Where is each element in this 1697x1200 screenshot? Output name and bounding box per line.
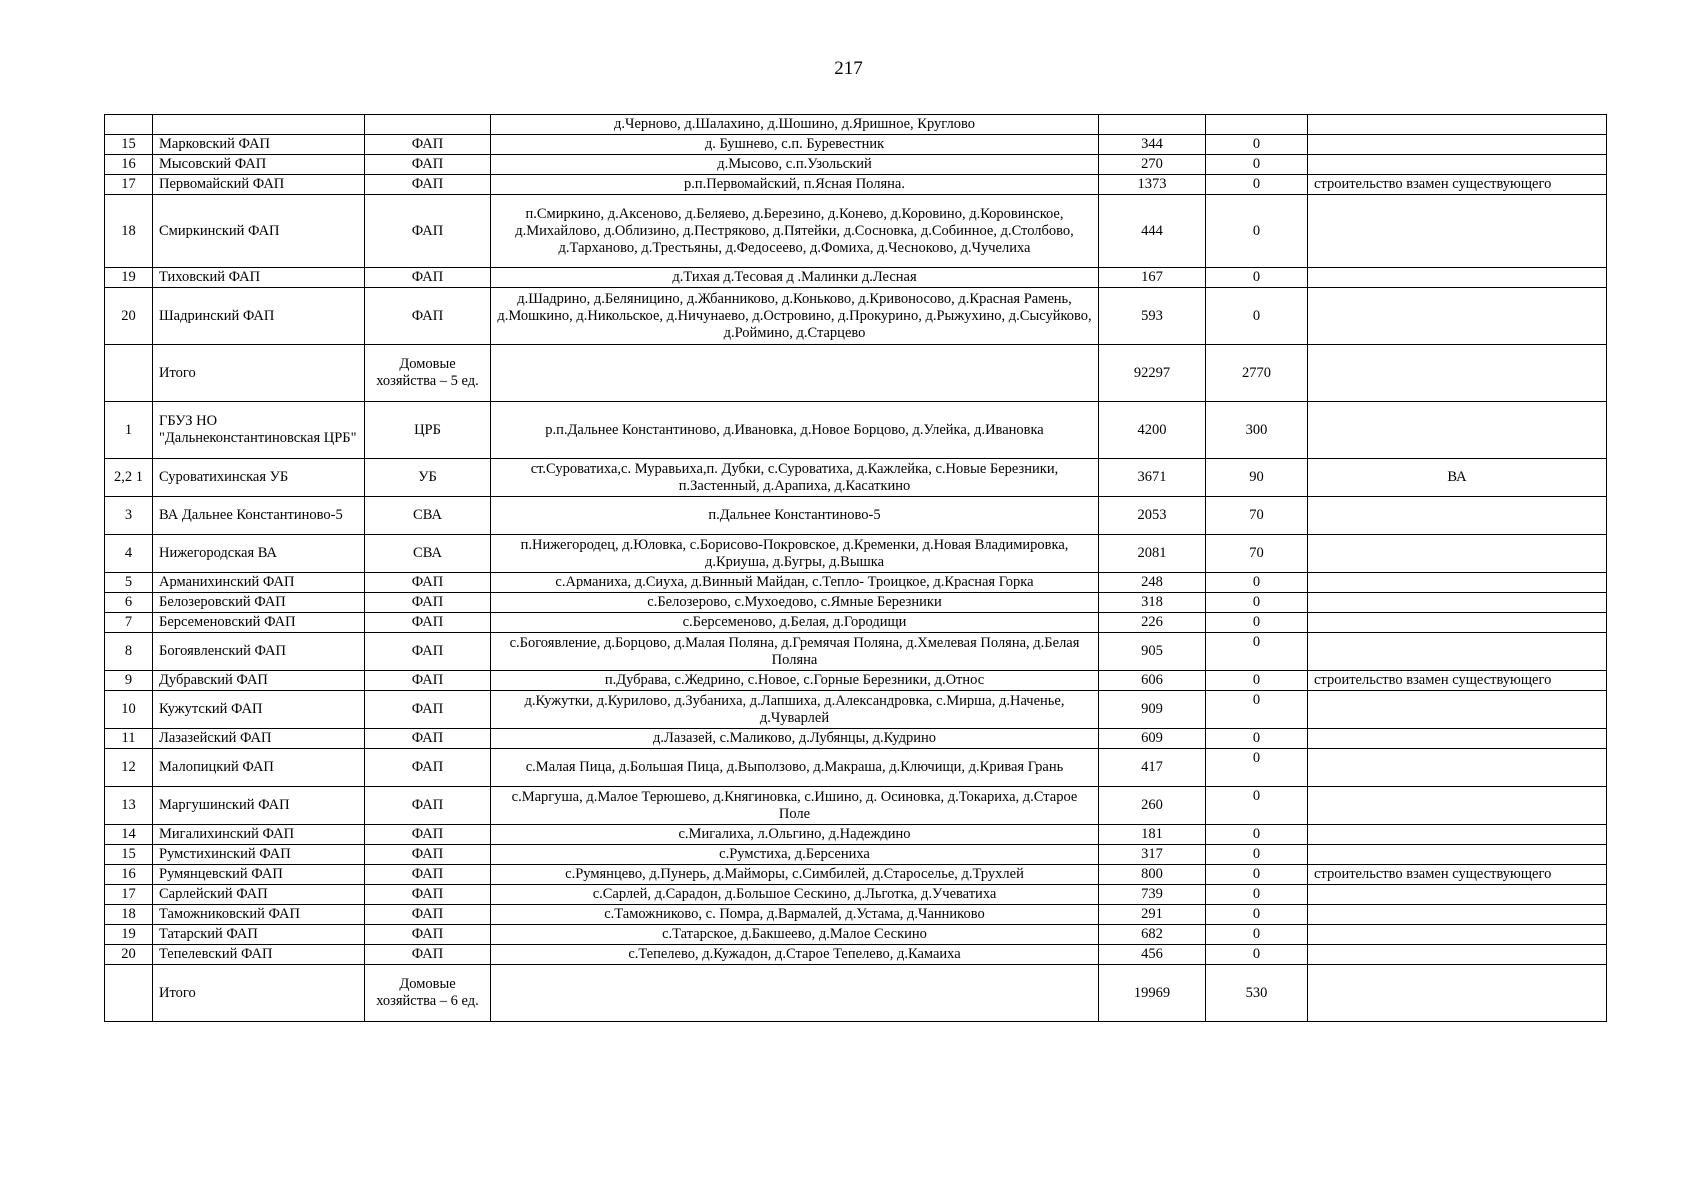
beds: 0	[1206, 691, 1308, 729]
table-row	[105, 175, 1607, 195]
table-row	[105, 497, 1607, 535]
population: 2081	[1099, 535, 1206, 573]
beds: 0	[1206, 633, 1308, 671]
table-row	[105, 633, 1607, 671]
facility-name: Нижегородская ВА	[153, 535, 365, 573]
note	[1308, 345, 1607, 402]
note	[1308, 288, 1607, 345]
beds: 300	[1206, 402, 1308, 459]
row-number	[105, 115, 153, 135]
population	[1099, 115, 1206, 135]
service-area: с.Татарское, д.Бакшеево, д.Малое Сескино	[491, 925, 1099, 945]
facility-name: Суроватихинская УБ	[153, 459, 365, 497]
facility-type: ФАП	[365, 593, 491, 613]
service-area: с.Белозерово, с.Мухоедово, с.Ямные Березники	[491, 593, 1099, 613]
facility-name: Румстихинский ФАП	[153, 845, 365, 865]
row-number: 17	[105, 175, 153, 195]
population: 593	[1099, 288, 1206, 345]
note	[1308, 402, 1607, 459]
facility-name	[153, 115, 365, 135]
table-body	[105, 115, 1607, 1022]
facility-type: ФАП	[365, 885, 491, 905]
service-area: п.Дубрава, с.Жедрино, с.Новое, с.Горные Березники, д.Относ	[491, 671, 1099, 691]
population: 3671	[1099, 459, 1206, 497]
row-number: 18	[105, 905, 153, 925]
row-number	[105, 965, 153, 1022]
facility-name: Берсеменовский ФАП	[153, 613, 365, 633]
note	[1308, 613, 1607, 633]
population: 2053	[1099, 497, 1206, 535]
population-total: 92297	[1099, 345, 1206, 402]
population: 909	[1099, 691, 1206, 729]
facility-type: ФАП	[365, 729, 491, 749]
facility-name: Богоявленский ФАП	[153, 633, 365, 671]
population: 181	[1099, 825, 1206, 845]
beds: 0	[1206, 268, 1308, 288]
facility-name: Таможниковский ФАП	[153, 905, 365, 925]
row-number: 18	[105, 195, 153, 268]
facility-type: ФАП	[365, 135, 491, 155]
table-row	[105, 925, 1607, 945]
population: 317	[1099, 845, 1206, 865]
facility-name: Арманихинский ФАП	[153, 573, 365, 593]
facility-type: ФАП	[365, 288, 491, 345]
population: 417	[1099, 749, 1206, 787]
facility-name: Мысовский ФАП	[153, 155, 365, 175]
row-number: 12	[105, 749, 153, 787]
facility-name: Смиркинский ФАП	[153, 195, 365, 268]
table-row	[105, 749, 1607, 787]
beds: 0	[1206, 729, 1308, 749]
facility-name: Кужутский ФАП	[153, 691, 365, 729]
table-row	[105, 573, 1607, 593]
note	[1308, 749, 1607, 787]
service-area: д.Кужутки, д.Курилово, д.Зубаниха, д.Лапшиха, д.Александровка, с.Мирша, д.Наченье, д.Чуварлей	[491, 691, 1099, 729]
population: 270	[1099, 155, 1206, 175]
population: 248	[1099, 573, 1206, 593]
note	[1308, 729, 1607, 749]
beds: 0	[1206, 787, 1308, 825]
table-row	[105, 613, 1607, 633]
note: ВА	[1308, 459, 1607, 497]
population: 456	[1099, 945, 1206, 965]
note	[1308, 965, 1607, 1022]
row-number: 1	[105, 402, 153, 459]
beds: 0	[1206, 593, 1308, 613]
facility-type: ФАП	[365, 905, 491, 925]
facility-name: Маргушинский ФАП	[153, 787, 365, 825]
service-area	[491, 965, 1099, 1022]
note	[1308, 535, 1607, 573]
row-number: 15	[105, 135, 153, 155]
beds: 0	[1206, 671, 1308, 691]
facility-name: ВА Дальнее Константиново-5	[153, 497, 365, 535]
facility-name: Марковский ФАП	[153, 135, 365, 155]
subtotal-row	[105, 965, 1607, 1022]
facility-type: ФАП	[365, 845, 491, 865]
service-area: р.п.Дальнее Константиново, д.Ивановка, д.Новое Борцово, д.Улейка, д.Ивановка	[491, 402, 1099, 459]
beds: 0	[1206, 195, 1308, 268]
service-area: п.Дальнее Константиново-5	[491, 497, 1099, 535]
service-area: с.Сарлей, д.Сарадон, д.Большое Сескино, д.Льготка, д.Учеватиха	[491, 885, 1099, 905]
table-row	[105, 845, 1607, 865]
service-area: с.Таможниково, с. Помра, д.Вармалей, д.Устама, д.Чанниково	[491, 905, 1099, 925]
facility-name: ГБУЗ НО "Дальнеконстантиновская ЦРБ"	[153, 402, 365, 459]
row-number: 14	[105, 825, 153, 845]
table-row	[105, 135, 1607, 155]
facility-type: ФАП	[365, 633, 491, 671]
note	[1308, 633, 1607, 671]
table-row	[105, 402, 1607, 459]
population: 444	[1099, 195, 1206, 268]
table-row	[105, 945, 1607, 965]
population: 1373	[1099, 175, 1206, 195]
table-row	[105, 155, 1607, 175]
row-number	[105, 345, 153, 402]
service-area: д.Лазазей, с.Маликово, д.Лубянцы, д.Кудрино	[491, 729, 1099, 749]
facility-type: ФАП	[365, 945, 491, 965]
row-number: 16	[105, 865, 153, 885]
service-area: д.Тихая д.Тесовая д .Малинки д.Лесная	[491, 268, 1099, 288]
row-number: 8	[105, 633, 153, 671]
facility-type	[365, 115, 491, 135]
facility-name: Белозеровский ФАП	[153, 593, 365, 613]
population: 682	[1099, 925, 1206, 945]
table-row	[105, 825, 1607, 845]
facility-name: Шадринский ФАП	[153, 288, 365, 345]
row-number: 5	[105, 573, 153, 593]
row-number: 16	[105, 155, 153, 175]
population: 260	[1099, 787, 1206, 825]
service-area: д.Шадрино, д.Беляницино, д.Жбанниково, д.Коньково, д.Кривоносово, д.Красная Рамень, д.Мошкино, д.Никольское, д.Ничунаево, д.Островино, д.Прокурино, д.Рыжухино, д.Сысуйково, д.Роймино, д.Старцево	[491, 288, 1099, 345]
row-number: 20	[105, 945, 153, 965]
facility-name: Тиховский ФАП	[153, 268, 365, 288]
service-area: с.Маргуша, д.Малое Терюшево, д.Княгиновка, с.Ишино, д. Осиновка, д.Токариха, д.Старое Поле	[491, 787, 1099, 825]
row-number: 19	[105, 925, 153, 945]
population: 344	[1099, 135, 1206, 155]
service-area: с.Мигалиха, л.Ольгино, д.Надеждино	[491, 825, 1099, 845]
note	[1308, 845, 1607, 865]
service-area: д.Мысово, с.п.Узольский	[491, 155, 1099, 175]
note: строительство взамен существующего	[1308, 175, 1607, 195]
service-area: д.Черново, д.Шалахино, д.Шошино, д.Яришное, Круглово	[491, 115, 1099, 135]
subtotal-row	[105, 345, 1607, 402]
service-area: с.Берсеменово, д.Белая, д.Городищи	[491, 613, 1099, 633]
table-row	[105, 195, 1607, 268]
beds: 0	[1206, 288, 1308, 345]
row-number: 15	[105, 845, 153, 865]
facility-type: ФАП	[365, 925, 491, 945]
table-row	[105, 787, 1607, 825]
facility-name: Лазазейский ФАП	[153, 729, 365, 749]
row-number: 4	[105, 535, 153, 573]
facility-type: УБ	[365, 459, 491, 497]
beds: 0	[1206, 175, 1308, 195]
facility-name: Тепелевский ФАП	[153, 945, 365, 965]
row-number: 9	[105, 671, 153, 691]
population: 606	[1099, 671, 1206, 691]
facility-name: Малопицкий ФАП	[153, 749, 365, 787]
facility-name: Сарлейский ФАП	[153, 885, 365, 905]
note	[1308, 573, 1607, 593]
facility-type: ЦРБ	[365, 402, 491, 459]
beds: 0	[1206, 905, 1308, 925]
note	[1308, 787, 1607, 825]
service-area: с.Румстиха, д.Берсениха	[491, 845, 1099, 865]
row-number: 20	[105, 288, 153, 345]
service-area: п.Смиркино, д.Аксеново, д.Беляево, д.Березино, д.Конево, д.Коровино, д.Коровинское, д.Михайлово, д.Облизино, д.Пестряково, д.Пятейки, д.Сосновка, д.Собинное, д.Столбово, д.Тарханово, д.Трестьяны, д.Федосеево, д.Фомиха, д.Чесноково, д.Чучелиха	[491, 195, 1099, 268]
table-row	[105, 268, 1607, 288]
facility-name: Дубравский ФАП	[153, 671, 365, 691]
population-total: 19969	[1099, 965, 1206, 1022]
table-row	[105, 729, 1607, 749]
population: 800	[1099, 865, 1206, 885]
facility-type: ФАП	[365, 613, 491, 633]
row-number: 2,2 1	[105, 459, 153, 497]
row-number: 6	[105, 593, 153, 613]
beds: 0	[1206, 865, 1308, 885]
population: 291	[1099, 905, 1206, 925]
service-area: с.Малая Пица, д.Большая Пица, д.Выползово, д.Макраша, д.Ключищи, д.Кривая Грань	[491, 749, 1099, 787]
facility-type: ФАП	[365, 573, 491, 593]
note	[1308, 497, 1607, 535]
note: строительство взамен существующего	[1308, 865, 1607, 885]
facility-name: Первомайский ФАП	[153, 175, 365, 195]
service-area: п.Нижегородец, д.Юловка, с.Борисово-Покровское, д.Кременки, д.Новая Владимировка, д.Криуша, д.Бугры, д.Вышка	[491, 535, 1099, 573]
note	[1308, 135, 1607, 155]
facility-type: ФАП	[365, 175, 491, 195]
table-row	[105, 459, 1607, 497]
facility-type: СВА	[365, 497, 491, 535]
page-number: 217	[834, 58, 863, 79]
note	[1308, 268, 1607, 288]
population: 609	[1099, 729, 1206, 749]
note	[1308, 593, 1607, 613]
beds: 0	[1206, 925, 1308, 945]
table-row	[105, 885, 1607, 905]
service-area: р.п.Первомайский, п.Ясная Поляна.	[491, 175, 1099, 195]
note	[1308, 945, 1607, 965]
facility-name: Мигалихинский ФАП	[153, 825, 365, 845]
row-number: 7	[105, 613, 153, 633]
population: 4200	[1099, 402, 1206, 459]
note: строительство взамен существующего	[1308, 671, 1607, 691]
facility-name: Татарский ФАП	[153, 925, 365, 945]
beds: 0	[1206, 135, 1308, 155]
table-row	[105, 288, 1607, 345]
facility-type: ФАП	[365, 671, 491, 691]
subtotal-label: Итого	[153, 965, 365, 1022]
table-row	[105, 671, 1607, 691]
table-row	[105, 115, 1607, 135]
facility-name: Румянцевский ФАП	[153, 865, 365, 885]
beds: 0	[1206, 885, 1308, 905]
beds: 0	[1206, 573, 1308, 593]
beds: 90	[1206, 459, 1308, 497]
service-area: ст.Суроватиха,с. Муравьиха,п. Дубки, с.Суроватиха, д.Кажлейка, с.Новые Березники, п.Застенный, д.Арапиха, д.Касаткино	[491, 459, 1099, 497]
note	[1308, 155, 1607, 175]
row-number: 13	[105, 787, 153, 825]
facilities-table	[104, 114, 1607, 1022]
note	[1308, 825, 1607, 845]
note	[1308, 195, 1607, 268]
row-number: 10	[105, 691, 153, 729]
facility-type: СВА	[365, 535, 491, 573]
beds: 0	[1206, 945, 1308, 965]
table-row	[105, 535, 1607, 573]
service-area	[491, 345, 1099, 402]
beds: 0	[1206, 845, 1308, 865]
beds: 0	[1206, 749, 1308, 787]
population: 905	[1099, 633, 1206, 671]
facility-type: ФАП	[365, 825, 491, 845]
row-number: 3	[105, 497, 153, 535]
beds: 0	[1206, 155, 1308, 175]
note	[1308, 925, 1607, 945]
service-area: д. Бушнево, с.п. Буревестник	[491, 135, 1099, 155]
households-note: Домовые хозяйства – 5 ед.	[365, 345, 491, 402]
note	[1308, 115, 1607, 135]
table-row	[105, 593, 1607, 613]
note	[1308, 691, 1607, 729]
beds: 0	[1206, 613, 1308, 633]
facility-type: ФАП	[365, 268, 491, 288]
population: 167	[1099, 268, 1206, 288]
table-row	[105, 691, 1607, 729]
population: 226	[1099, 613, 1206, 633]
note	[1308, 905, 1607, 925]
service-area: с.Румянцево, д.Пунерь, д.Майморы, с.Симбилей, д.Староселье, д.Трухлей	[491, 865, 1099, 885]
beds: 0	[1206, 825, 1308, 845]
service-area: с.Арманиха, д.Сиуха, д.Винный Майдан, с.Тепло- Троицкое, д.Красная Горка	[491, 573, 1099, 593]
service-area: с.Тепелево, д.Кужадон, д.Старое Тепелево, д.Камаиха	[491, 945, 1099, 965]
facility-type: ФАП	[365, 195, 491, 268]
facility-type: ФАП	[365, 691, 491, 729]
beds: 70	[1206, 535, 1308, 573]
facility-type: ФАП	[365, 155, 491, 175]
table-row	[105, 865, 1607, 885]
population: 739	[1099, 885, 1206, 905]
population: 318	[1099, 593, 1206, 613]
row-number: 17	[105, 885, 153, 905]
facility-type: ФАП	[365, 787, 491, 825]
beds	[1206, 115, 1308, 135]
table-row	[105, 905, 1607, 925]
row-number: 11	[105, 729, 153, 749]
subtotal-label: Итого	[153, 345, 365, 402]
beds-total: 2770	[1206, 345, 1308, 402]
note	[1308, 885, 1607, 905]
service-area: с.Богоявление, д.Борцово, д.Малая Поляна, д.Гремячая Поляна, д.Хмелевая Поляна, д.Белая Поляна	[491, 633, 1099, 671]
row-number: 19	[105, 268, 153, 288]
beds-total: 530	[1206, 965, 1308, 1022]
households-note: Домовые хозяйства – 6 ед.	[365, 965, 491, 1022]
beds: 70	[1206, 497, 1308, 535]
facility-type: ФАП	[365, 865, 491, 885]
facility-type: ФАП	[365, 749, 491, 787]
